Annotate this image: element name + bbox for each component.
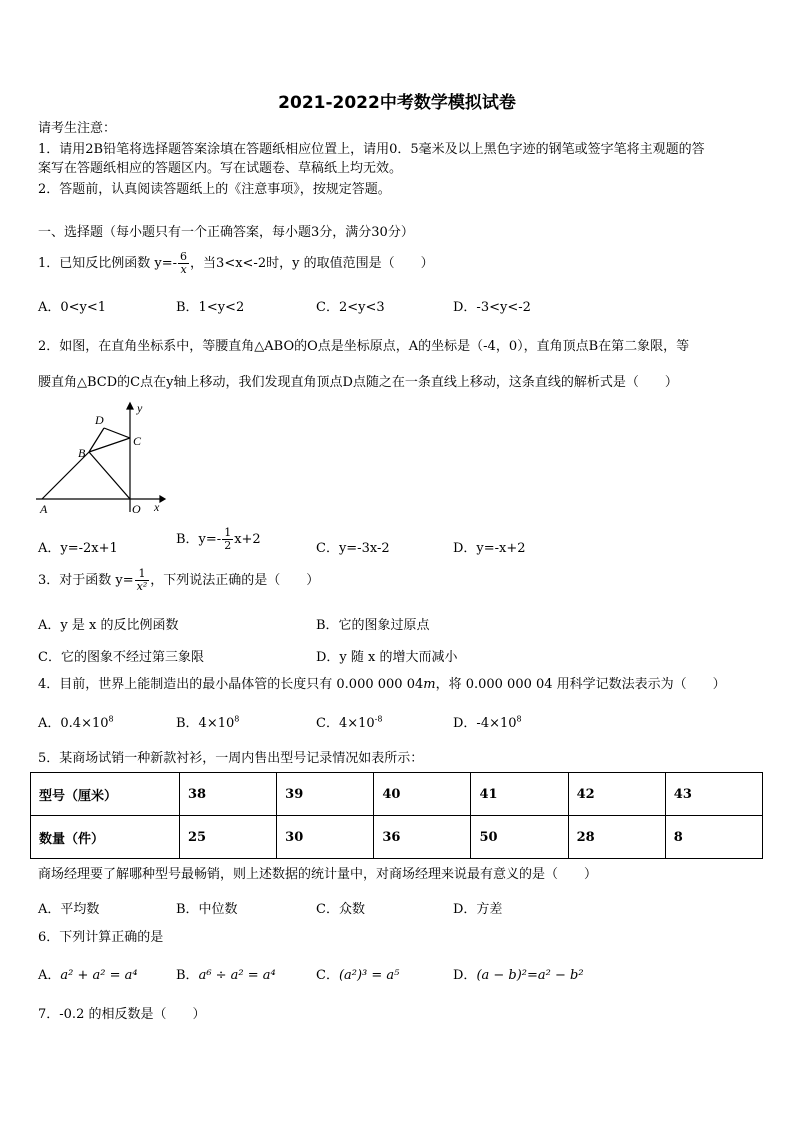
q1-option-a[interactable]: A．0<y<1 — [38, 300, 107, 315]
label-a: A — [40, 502, 48, 516]
q3-option-d[interactable]: D．y 随 x 的增大而减小 — [316, 650, 458, 665]
q3-fraction — [135, 568, 150, 593]
q1-option-c[interactable]: C．2<y<3 — [316, 300, 385, 315]
q1-option-d[interactable]: D．-3<y<-2 — [453, 300, 531, 315]
table-cell: 30 — [277, 816, 374, 859]
q3-frac-num: 1 — [135, 568, 150, 581]
q5-option-d[interactable]: D．方差 — [453, 902, 503, 917]
q4-unit: m — [423, 677, 436, 692]
question-5-stem: 5．某商场试销一种新款衬衫，一周内售出型号记录情况如表所示： — [38, 751, 424, 766]
section-heading: 一、选择题（每小题只有一个正确答案，每小题3分，满分30分） — [38, 225, 414, 240]
q2-b-pre: B．y=- — [176, 532, 222, 547]
table-cell: 36 — [374, 816, 471, 859]
table-cell: 数量（件） — [31, 816, 180, 859]
q4-option-d[interactable] — [453, 712, 522, 731]
q3-option-c[interactable]: C．它的图象不经过第三象限 — [38, 650, 204, 665]
table-cell: 28 — [568, 816, 665, 859]
q6-option-b[interactable] — [176, 964, 276, 983]
question-7-stem: 7．-0.2 的相反数是（ ） — [38, 1007, 206, 1022]
table-cell: 8 — [665, 816, 762, 859]
q4-b-base: B．4×10 — [176, 716, 235, 731]
notice-heading: 请考生注意： — [38, 121, 117, 136]
q6-b-expr: a⁶ ÷ a² = a⁴ — [198, 968, 276, 983]
table-cell: 型号（厘米） — [31, 773, 180, 816]
table-row — [31, 816, 763, 859]
label-x: x — [154, 500, 160, 514]
q2-b-num: 1 — [224, 526, 232, 539]
q6-option-c[interactable] — [316, 964, 399, 983]
q3-stem-post: ，下列说法正确的是（ ） — [150, 573, 320, 588]
page-title: 2021-2022中考数学模拟试卷 — [278, 93, 516, 113]
q3-option-b[interactable]: B．它的图象过原点 — [316, 618, 430, 633]
question-2-line-2: 腰直角△BCD的C点在y轴上移动，我们发现直角顶点D点随之在一条直线上移动，这条直线的解析式是（ ） — [38, 375, 678, 390]
q6-option-a[interactable] — [38, 964, 138, 983]
table-cell: 25 — [180, 816, 277, 859]
label-y: y — [137, 401, 143, 415]
q1-frac-num: 6 — [180, 250, 188, 263]
notice-line-3: 2．答题前，认真阅读答题纸上的《注意事项》，按规定答题。 — [38, 182, 391, 197]
question-1-stem — [38, 251, 434, 276]
q4-b-exp: 8 — [234, 714, 240, 724]
table-cell: 50 — [471, 816, 568, 859]
notice-line-2: 案写在答题纸相应的答题区内。写在试题卷、草稿纸上均无效。 — [38, 161, 403, 176]
q2-b-den: 2 — [224, 539, 232, 552]
q5-option-a[interactable]: A．平均数 — [38, 902, 100, 917]
q4-option-b[interactable] — [176, 712, 239, 731]
q6-option-d[interactable] — [453, 964, 584, 983]
q6-a-expr: a² + a² = a⁴ — [60, 968, 138, 983]
q6-c-expr: (a²)³ = a⁵ — [338, 968, 400, 983]
label-o: O — [132, 502, 141, 516]
size-sales-table — [30, 772, 763, 859]
question-3-stem — [38, 568, 319, 593]
segment-bo — [89, 452, 130, 499]
q3-stem-pre: 3．对于函数 y= — [38, 573, 134, 588]
q1-stem-post: ，当3<x<-2时，y 的取值范围是（ ） — [190, 256, 434, 271]
q1-frac-den: x — [180, 263, 187, 276]
q2-b-post: x+2 — [234, 532, 261, 547]
q2-option-d[interactable]: D．y=-x+2 — [453, 541, 526, 556]
table-cell: 43 — [665, 773, 762, 816]
q1-fraction — [178, 251, 189, 276]
table-cell: 39 — [277, 773, 374, 816]
q5-option-c[interactable]: C．众数 — [316, 902, 365, 917]
q4-a-base: A．0.4×10 — [38, 716, 109, 731]
segment-dc — [104, 428, 130, 438]
q4-option-a[interactable] — [38, 712, 114, 731]
question-6-stem: 6．下列计算正确的是 — [38, 930, 164, 945]
question-4-stem — [38, 676, 726, 694]
q1-option-b[interactable]: B．1<y<2 — [176, 300, 245, 315]
q4-d-exp: 8 — [516, 714, 522, 724]
q4-a-exp: 8 — [108, 714, 114, 724]
q3-frac-den: x² — [136, 580, 148, 593]
label-b: B — [78, 446, 86, 460]
q6-d-expr: (a − b)²=a² − b² — [476, 968, 584, 983]
q6-a-label: A． — [38, 968, 61, 983]
q2-b-fraction — [222, 527, 233, 552]
q4-stem-pre: 4．目前，世界上能制造出的最小晶体管的长度只有 0.000 000 04 — [38, 677, 424, 692]
q5-option-b[interactable]: B．中位数 — [176, 902, 238, 917]
table-cell: 40 — [374, 773, 471, 816]
q2-option-c[interactable]: C．y=-3x-2 — [316, 541, 390, 556]
notice-line-1: 1．请用2B铅笔将选择题答案涂填在答题纸相应位置上，请用0．5毫米及以上黑色字迹的钢笔或签字笔将主观题的答 — [38, 142, 705, 157]
x-axis-arrow — [160, 496, 165, 502]
table-cell: 41 — [471, 773, 568, 816]
q4-option-c[interactable] — [316, 712, 382, 731]
segment-bc — [89, 438, 130, 452]
q4-d-base: D．-4×10 — [453, 716, 517, 731]
y-axis-arrow — [127, 403, 133, 409]
q2-option-a[interactable]: A．y=-2x+1 — [38, 541, 118, 556]
q4-stem-post: ，将 0.000 000 04 用科学记数法表示为（ ） — [435, 677, 726, 692]
q6-c-label: C． — [316, 968, 339, 983]
q3-option-a[interactable]: A．y 是 x 的反比例函数 — [38, 618, 179, 633]
q2-figure — [34, 400, 169, 518]
segment-bd — [89, 428, 104, 452]
q1-stem-pre: 1．已知反比例函数 y=- — [38, 256, 178, 271]
q6-d-label: D． — [453, 968, 477, 983]
label-c: C — [133, 434, 142, 448]
q6-b-label: B． — [176, 968, 199, 983]
q4-c-exp: -8 — [374, 714, 383, 724]
question-2-line-1: 2．如图，在直角坐标系中，等腰直角△ABO的O点是坐标原点，A的坐标是（-4，0），直角顶点B在第二象限，等 — [38, 339, 690, 354]
q4-c-base: C．4×10 — [316, 716, 375, 731]
question-5-line-2: 商场经理要了解哪种型号最畅销，则上述数据的统计量中，对商场经理来说最有意义的是（ ） — [38, 867, 598, 882]
table-cell: 38 — [180, 773, 277, 816]
label-d: D — [95, 413, 104, 427]
table-row — [31, 773, 763, 816]
q2-option-b[interactable] — [176, 527, 261, 552]
table-cell: 42 — [568, 773, 665, 816]
